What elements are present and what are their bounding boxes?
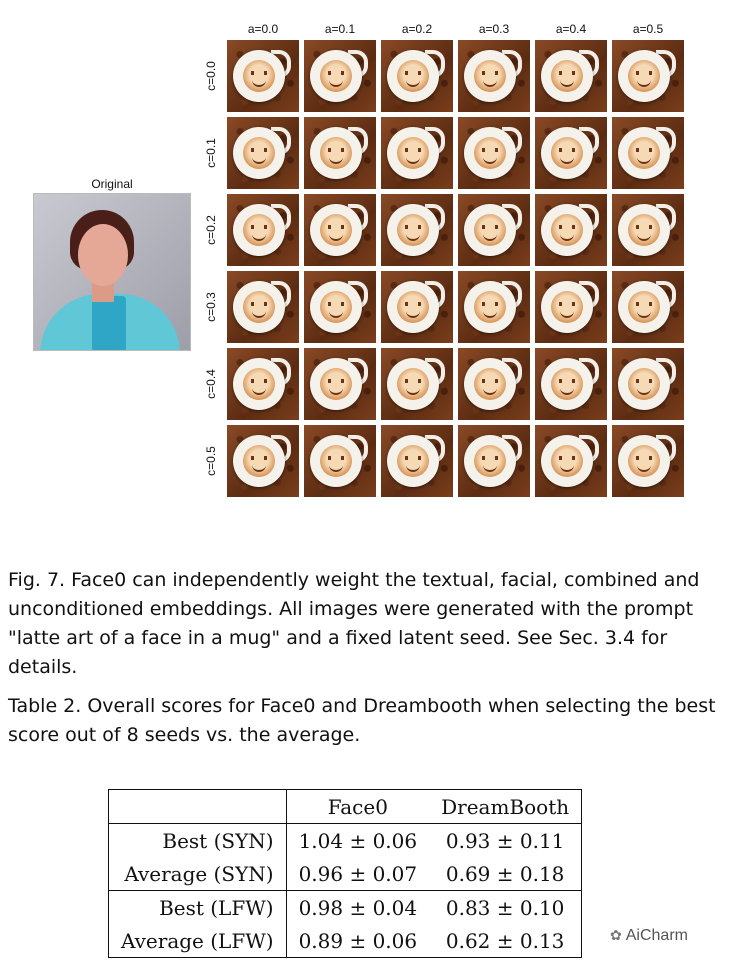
latte-face <box>551 368 583 400</box>
latte-face <box>397 368 429 400</box>
latte-image <box>535 271 607 343</box>
latte-image <box>535 425 607 497</box>
face-eyes <box>251 71 267 75</box>
mug <box>233 204 285 256</box>
latte-image <box>458 425 530 497</box>
latte-image <box>381 194 453 266</box>
original-label: Original <box>91 177 133 191</box>
latte-image <box>227 271 299 343</box>
latte-face <box>628 60 660 92</box>
mug <box>310 127 362 179</box>
face-eyes <box>636 456 652 460</box>
face-eyes <box>328 148 344 152</box>
latte-face <box>551 445 583 477</box>
latte-face <box>243 368 275 400</box>
latte-face <box>320 291 352 323</box>
latte-face <box>551 60 583 92</box>
latte-face <box>628 137 660 169</box>
face-eyes <box>405 379 421 383</box>
latte-image <box>612 425 684 497</box>
latte-image <box>381 40 453 112</box>
row-label-text: c=0.3 <box>204 292 218 322</box>
latte-image <box>612 117 684 189</box>
face-mouth <box>406 387 420 395</box>
table-header-empty <box>109 790 287 824</box>
latte-face <box>474 291 506 323</box>
face-eyes <box>405 456 421 460</box>
face-eyes <box>405 148 421 152</box>
watermark-text: AiCharm <box>625 927 688 944</box>
face-mouth <box>637 233 651 241</box>
latte-image <box>535 117 607 189</box>
face-mouth <box>406 464 420 472</box>
mug <box>618 204 670 256</box>
column-label: a=0.5 <box>632 22 664 36</box>
photo-shirt <box>92 296 126 350</box>
face-mouth <box>637 387 651 395</box>
latte-image <box>458 271 530 343</box>
latte-face <box>397 60 429 92</box>
table-row <box>109 857 582 891</box>
face-eyes <box>251 302 267 306</box>
latte-face <box>397 291 429 323</box>
latte-face <box>551 137 583 169</box>
latte-face <box>628 214 660 246</box>
face-eyes <box>251 379 267 383</box>
latte-face <box>628 368 660 400</box>
mug <box>387 204 439 256</box>
row-label-text: c=0.0 <box>204 61 218 91</box>
latte-image <box>458 40 530 112</box>
column-label: a=0.1 <box>324 22 356 36</box>
face-eyes <box>328 225 344 229</box>
face-mouth <box>560 156 574 164</box>
face-eyes <box>251 148 267 152</box>
mug <box>618 281 670 333</box>
column-label: a=0.0 <box>247 22 279 36</box>
row-label <box>201 425 221 497</box>
latte-face <box>397 214 429 246</box>
mug <box>618 127 670 179</box>
latte-image <box>227 40 299 112</box>
mug <box>310 358 362 410</box>
figure-caption: Fig. 7. Face0 can independently weight the textual, facial, combined and unconditioned embeddings. All images were generated with the prompt "latte art of a face in a mug" and a fixed latent seed. See Sec. 3.4 for details. <box>8 569 700 678</box>
latte-face <box>320 137 352 169</box>
table-caption: Table 2. Overall scores for Face0 and Dreambooth when selecting the best score out of 8 seeds vs. the average. <box>8 695 716 746</box>
latte-face <box>320 60 352 92</box>
latte-face <box>551 291 583 323</box>
face-mouth <box>252 233 266 241</box>
latte-face <box>243 214 275 246</box>
face-eyes <box>405 225 421 229</box>
mug <box>233 435 285 487</box>
mug <box>233 50 285 102</box>
latte-face <box>397 445 429 477</box>
row-label-text: c=0.5 <box>204 446 218 476</box>
face-eyes <box>482 456 498 460</box>
face-mouth <box>483 387 497 395</box>
face-mouth <box>406 156 420 164</box>
original-photo <box>34 194 190 350</box>
column-label: a=0.2 <box>401 22 433 36</box>
latte-face <box>474 137 506 169</box>
table-row <box>109 924 582 958</box>
latte-face <box>320 445 352 477</box>
face-mouth <box>637 156 651 164</box>
latte-face <box>474 368 506 400</box>
latte-image <box>381 271 453 343</box>
face-eyes <box>328 456 344 460</box>
table-header-face0: Face0 <box>286 790 429 824</box>
face-eyes <box>482 225 498 229</box>
row-label: Best (LFW) <box>109 891 287 925</box>
face0-score: 0.98 ± 0.04 <box>298 895 418 920</box>
row-label <box>201 194 221 266</box>
mug <box>618 435 670 487</box>
latte-face <box>551 214 583 246</box>
row-label <box>201 348 221 420</box>
face-eyes <box>328 302 344 306</box>
face-eyes <box>482 379 498 383</box>
mug <box>233 127 285 179</box>
face-eyes <box>559 302 575 306</box>
face0-score: 1.04 ± 0.06 <box>298 828 418 853</box>
face-mouth <box>483 233 497 241</box>
row-label <box>201 40 221 112</box>
latte-image <box>535 348 607 420</box>
mug <box>387 127 439 179</box>
latte-image <box>535 194 607 266</box>
face-mouth <box>560 387 574 395</box>
face-mouth <box>637 79 651 87</box>
row-label-text: c=0.1 <box>204 138 218 168</box>
face-eyes <box>328 379 344 383</box>
face-mouth <box>483 310 497 318</box>
latte-image <box>304 40 376 112</box>
mug <box>464 281 516 333</box>
dreambooth-score: 0.69 ± 0.18 <box>429 857 582 891</box>
face-mouth <box>329 233 343 241</box>
latte-face <box>628 445 660 477</box>
face-mouth <box>560 79 574 87</box>
face-mouth <box>252 310 266 318</box>
mug <box>464 204 516 256</box>
face-eyes <box>482 148 498 152</box>
mug <box>387 50 439 102</box>
table-row <box>109 891 582 925</box>
mug <box>541 50 593 102</box>
face-eyes <box>328 71 344 75</box>
face-eyes <box>559 456 575 460</box>
column-label: a=0.3 <box>478 22 510 36</box>
dreambooth-score: 0.93 ± 0.11 <box>445 828 565 853</box>
latte-image <box>458 348 530 420</box>
latte-face <box>243 291 275 323</box>
latte-image <box>304 348 376 420</box>
latte-face <box>628 291 660 323</box>
latte-face <box>474 214 506 246</box>
face-eyes <box>405 71 421 75</box>
row-label: Average (SYN) <box>109 857 287 891</box>
row-label-text: c=0.2 <box>204 215 218 245</box>
latte-image <box>304 425 376 497</box>
latte-image <box>458 194 530 266</box>
mug <box>310 204 362 256</box>
row-label: Average (LFW) <box>109 924 287 958</box>
latte-image <box>227 194 299 266</box>
face-mouth <box>637 310 651 318</box>
watermark <box>610 927 688 945</box>
latte-face <box>243 60 275 92</box>
mug <box>541 435 593 487</box>
face-eyes <box>482 71 498 75</box>
mug <box>541 281 593 333</box>
face-mouth <box>329 79 343 87</box>
latte-face <box>397 137 429 169</box>
row-label-text: c=0.4 <box>204 369 218 399</box>
face-mouth <box>483 156 497 164</box>
latte-image <box>612 271 684 343</box>
latte-face <box>474 445 506 477</box>
latte-image <box>381 117 453 189</box>
scores-table <box>108 789 582 958</box>
face-mouth <box>252 464 266 472</box>
photo-head <box>78 224 128 286</box>
mug <box>387 358 439 410</box>
face-eyes <box>251 456 267 460</box>
table-row <box>109 824 582 858</box>
mug <box>310 50 362 102</box>
face-mouth <box>560 233 574 241</box>
latte-image <box>612 194 684 266</box>
mug <box>618 50 670 102</box>
face-eyes <box>636 71 652 75</box>
face-mouth <box>329 156 343 164</box>
mug <box>464 435 516 487</box>
mug <box>464 358 516 410</box>
face-eyes <box>636 148 652 152</box>
latte-image <box>535 40 607 112</box>
latte-face <box>474 60 506 92</box>
row-label <box>201 271 221 343</box>
latte-image <box>227 348 299 420</box>
face-eyes <box>405 302 421 306</box>
face-eyes <box>482 302 498 306</box>
latte-face <box>320 368 352 400</box>
latte-image <box>304 271 376 343</box>
table-header-dreambooth: DreamBooth <box>429 790 582 824</box>
face-mouth <box>329 310 343 318</box>
face-eyes <box>559 71 575 75</box>
mug <box>541 127 593 179</box>
face-mouth <box>252 387 266 395</box>
face-mouth <box>483 79 497 87</box>
mug <box>310 435 362 487</box>
latte-image <box>304 117 376 189</box>
mug <box>541 204 593 256</box>
face-mouth <box>252 79 266 87</box>
face-eyes <box>559 148 575 152</box>
latte-face <box>320 214 352 246</box>
row-label: Best (SYN) <box>109 824 287 858</box>
face-eyes <box>559 225 575 229</box>
face-eyes <box>636 225 652 229</box>
latte-face <box>243 137 275 169</box>
latte-image <box>612 348 684 420</box>
face-eyes <box>251 225 267 229</box>
latte-image <box>381 348 453 420</box>
face-eyes <box>636 379 652 383</box>
face-mouth <box>329 387 343 395</box>
face0-score: 0.89 ± 0.06 <box>286 924 429 958</box>
mug <box>618 358 670 410</box>
latte-image <box>381 425 453 497</box>
latte-face <box>243 445 275 477</box>
face-mouth <box>329 464 343 472</box>
face-mouth <box>406 233 420 241</box>
face-mouth <box>560 464 574 472</box>
mug <box>310 281 362 333</box>
face-mouth <box>406 310 420 318</box>
column-label: a=0.4 <box>555 22 587 36</box>
mug <box>541 358 593 410</box>
dreambooth-score: 0.83 ± 0.10 <box>445 895 565 920</box>
mug <box>233 281 285 333</box>
face0-score: 0.96 ± 0.07 <box>286 857 429 891</box>
mug <box>464 50 516 102</box>
face-mouth <box>637 464 651 472</box>
latte-image <box>458 117 530 189</box>
mug <box>464 127 516 179</box>
latte-image <box>227 117 299 189</box>
mug <box>387 435 439 487</box>
mug <box>387 281 439 333</box>
face-mouth <box>252 156 266 164</box>
table-header-row <box>109 790 582 824</box>
face-eyes <box>636 302 652 306</box>
latte-image <box>612 40 684 112</box>
face-mouth <box>483 464 497 472</box>
latte-image <box>304 194 376 266</box>
face-mouth <box>406 79 420 87</box>
face-mouth <box>560 310 574 318</box>
latte-image <box>227 425 299 497</box>
mug <box>233 358 285 410</box>
face-eyes <box>559 379 575 383</box>
row-label <box>201 117 221 189</box>
wechat-icon: ✿ <box>610 927 622 943</box>
dreambooth-score: 0.62 ± 0.13 <box>429 924 582 958</box>
